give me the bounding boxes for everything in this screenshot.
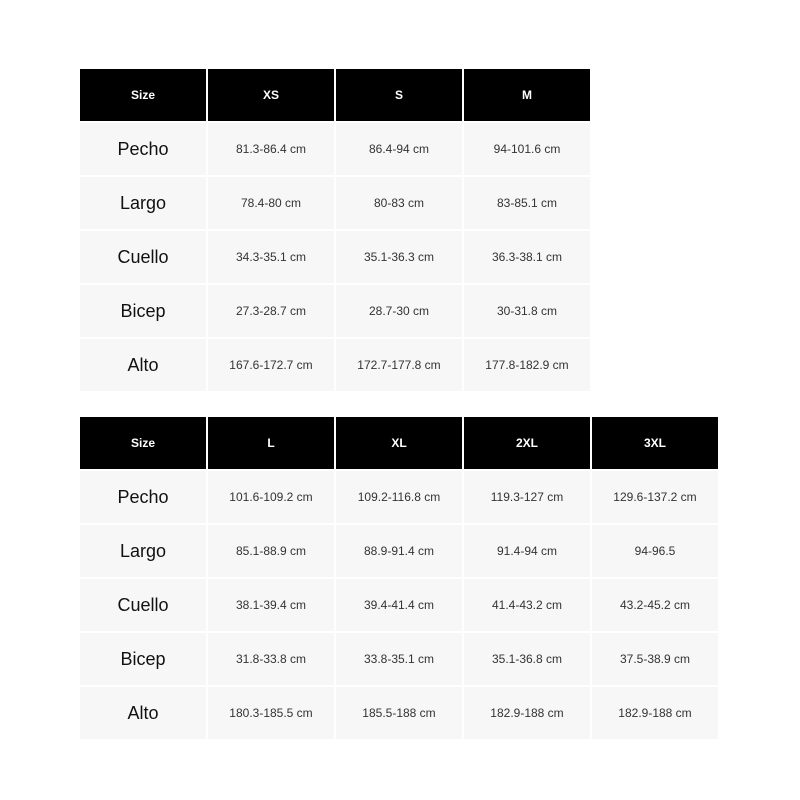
header-2xl: 2XL (464, 417, 590, 469)
table-cell: 109.2-116.8 cm (336, 471, 462, 523)
table-cell: 86.4-94 cm (336, 123, 462, 175)
table-cell: 185.5-188 cm (336, 687, 462, 739)
table-cell: 81.3-86.4 cm (208, 123, 334, 175)
row-label-largo: Largo (80, 177, 206, 229)
table-cell: 35.1-36.3 cm (336, 231, 462, 283)
table-cell: 91.4-94 cm (464, 525, 590, 577)
header-l: L (208, 417, 334, 469)
table-row (80, 285, 590, 337)
table-row (80, 525, 718, 577)
row-label-alto: Alto (80, 687, 206, 739)
table-cell: 27.3-28.7 cm (208, 285, 334, 337)
table-cell: 88.9-91.4 cm (336, 525, 462, 577)
table-row (80, 177, 590, 229)
table-cell: 129.6-137.2 cm (592, 471, 718, 523)
header-size: Size (80, 417, 206, 469)
table-row (80, 633, 718, 685)
table-cell: 43.2-45.2 cm (592, 579, 718, 631)
size-table-l-3xl (78, 415, 720, 741)
table-cell: 34.3-35.1 cm (208, 231, 334, 283)
row-label-pecho: Pecho (80, 471, 206, 523)
table-cell: 80-83 cm (336, 177, 462, 229)
row-label-cuello: Cuello (80, 579, 206, 631)
row-label-largo: Largo (80, 525, 206, 577)
table-cell: 31.8-33.8 cm (208, 633, 334, 685)
row-label-cuello: Cuello (80, 231, 206, 283)
table-cell: 177.8-182.9 cm (464, 339, 590, 391)
table-cell: 83-85.1 cm (464, 177, 590, 229)
table-cell: 39.4-41.4 cm (336, 579, 462, 631)
table-cell: 119.3-127 cm (464, 471, 590, 523)
header-row (80, 69, 590, 121)
table-cell: 41.4-43.2 cm (464, 579, 590, 631)
table-cell: 180.3-185.5 cm (208, 687, 334, 739)
size-table-xs-m (78, 67, 592, 393)
header-row (80, 417, 718, 469)
row-label-bicep: Bicep (80, 633, 206, 685)
table-cell: 85.1-88.9 cm (208, 525, 334, 577)
table-cell: 94-96.5 (592, 525, 718, 577)
table-cell: 101.6-109.2 cm (208, 471, 334, 523)
table-cell: 37.5-38.9 cm (592, 633, 718, 685)
table-cell: 182.9-188 cm (464, 687, 590, 739)
table-cell: 172.7-177.8 cm (336, 339, 462, 391)
header-3xl: 3XL (592, 417, 718, 469)
table-row (80, 123, 590, 175)
header-xl: XL (336, 417, 462, 469)
table-cell: 94-101.6 cm (464, 123, 590, 175)
row-label-alto: Alto (80, 339, 206, 391)
header-m: M (464, 69, 590, 121)
table-row (80, 339, 590, 391)
table-cell: 35.1-36.8 cm (464, 633, 590, 685)
table-cell: 78.4-80 cm (208, 177, 334, 229)
table-row (80, 687, 718, 739)
header-size: Size (80, 69, 206, 121)
table-row (80, 231, 590, 283)
table-cell: 28.7-30 cm (336, 285, 462, 337)
table-cell: 38.1-39.4 cm (208, 579, 334, 631)
header-s: S (336, 69, 462, 121)
table-cell: 36.3-38.1 cm (464, 231, 590, 283)
table-cell: 33.8-35.1 cm (336, 633, 462, 685)
table-row (80, 579, 718, 631)
table-row (80, 471, 718, 523)
header-xs: XS (208, 69, 334, 121)
row-label-pecho: Pecho (80, 123, 206, 175)
row-label-bicep: Bicep (80, 285, 206, 337)
table-cell: 167.6-172.7 cm (208, 339, 334, 391)
table-cell: 182.9-188 cm (592, 687, 718, 739)
table-cell: 30-31.8 cm (464, 285, 590, 337)
